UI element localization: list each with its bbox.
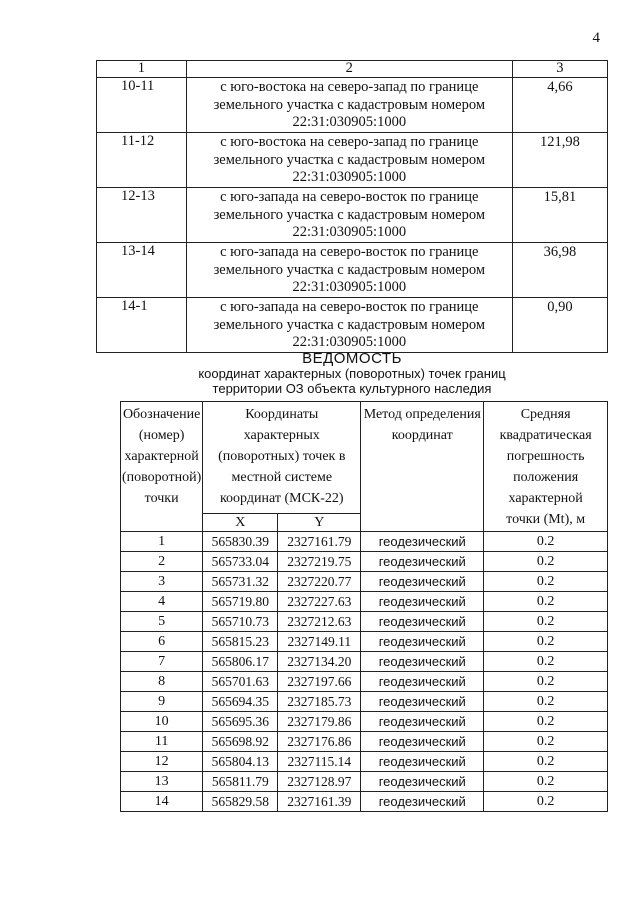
header-text: (поворотных) точек в [218,449,346,464]
description-line: 22:31:030905:1000 [292,169,407,185]
table-row [97,188,608,243]
statement-subtitle-line1: координат характерных (поворотных) точек границ [198,366,506,381]
segment-label: 12-13 [97,188,187,243]
page-number: 4 [592,30,600,46]
coord-y: 2327197.66 [278,672,361,692]
method: геодезический [361,712,484,732]
header-text: характерной [508,491,583,506]
description-line: 22:31:030905:1000 [292,279,407,295]
header-y: Y [278,514,361,532]
coord-y: 2327134.20 [278,652,361,672]
description-line: с юго-востока на северо-запад по границе [220,134,479,150]
coord-y: 2327179.86 [278,712,361,732]
segment-description [186,133,512,188]
header-coordinates [203,402,361,514]
coord-x: 565698.92 [203,732,278,752]
point-number: 1 [121,532,203,552]
table-row [121,632,608,652]
description-line: с юго-запада на северо-восток по границе [220,299,479,315]
accuracy: 0.2 [484,612,608,632]
table-row [121,772,608,792]
method: геодезический [361,672,484,692]
header-text: координат [391,428,453,443]
coord-y: 2327161.39 [278,792,361,812]
coord-x: 565731.32 [203,572,278,592]
description-line: земельного участка с кадастровым номером [213,316,486,333]
accuracy: 0.2 [484,572,608,592]
coord-y: 2327128.97 [278,772,361,792]
method: геодезический [361,532,484,552]
accuracy: 0.2 [484,552,608,572]
segment-label: 11-12 [97,133,187,188]
header-text: положения [513,470,579,485]
table-row [121,572,608,592]
table-header-row [97,61,608,78]
description-line: 22:31:030905:1000 [292,334,407,350]
header-text: точки (Mt), м [506,512,586,527]
coord-y: 2327219.75 [278,552,361,572]
coord-y: 2327212.63 [278,612,361,632]
statement-title: ВЕДОМОСТЬ [302,350,402,367]
header-text: квадратическая [499,428,592,443]
header-text: характерных [243,428,320,443]
accuracy: 0.2 [484,532,608,552]
coord-x: 565815.23 [203,632,278,652]
coord-x: 565811.79 [203,772,278,792]
method: геодезический [361,592,484,612]
point-number: 2 [121,552,203,572]
description-line: земельного участка с кадастровым номером [213,261,486,278]
table-header-row [121,402,608,514]
header-point-designation [121,402,203,532]
header-text: точки [144,491,179,506]
method: геодезический [361,652,484,672]
description-line: земельного участка с кадастровым номером [213,206,486,223]
header-method [361,402,484,532]
table-row [121,712,608,732]
coord-y: 2327149.11 [278,632,361,652]
table-row [121,592,608,612]
accuracy: 0.2 [484,732,608,752]
description-line: земельного участка с кадастровым номером [213,96,486,113]
column-header-1: 1 [97,61,187,78]
header-text: погрешность [506,449,585,464]
segment-description [186,298,512,353]
coord-x: 565694.35 [203,692,278,712]
coord-x: 565695.36 [203,712,278,732]
segment-description [186,188,512,243]
segment-label: 10-11 [97,78,187,133]
description-line: земельного участка с кадастровым номером [213,151,486,168]
coord-y: 2327115.14 [278,752,361,772]
point-number: 12 [121,752,203,772]
coord-x: 565830.39 [203,532,278,552]
point-number: 4 [121,592,203,612]
header-text: Координаты [245,407,319,422]
description-line: 22:31:030905:1000 [292,114,407,130]
method: геодезический [361,732,484,752]
coord-y: 2327176.86 [278,732,361,752]
point-number: 6 [121,632,203,652]
segment-label: 14-1 [97,298,187,353]
description-line: с юго-запада на северо-восток по границе [220,189,479,205]
coord-x: 565701.63 [203,672,278,692]
table-row [121,732,608,752]
coord-x: 565719.80 [203,592,278,612]
coord-y: 2327227.63 [278,592,361,612]
accuracy: 0.2 [484,712,608,732]
segment-length: 0,90 [512,298,607,353]
segment-label: 13-14 [97,243,187,298]
table-row [97,243,608,298]
header-text: координат (МСК-22) [219,491,344,506]
point-number: 3 [121,572,203,592]
point-number: 11 [121,732,203,752]
accuracy: 0.2 [484,752,608,772]
table-row [121,752,608,772]
point-number: 10 [121,712,203,732]
header-accuracy [484,402,608,532]
coord-x: 565710.73 [203,612,278,632]
accuracy: 0.2 [484,672,608,692]
header-text: Обозначение [122,407,201,422]
statement-subtitle-line2: территории ОЗ объекта культурного наследия [212,381,492,396]
header-text: местной системе [231,470,333,485]
table-row [97,78,608,133]
coord-x: 565806.17 [203,652,278,672]
header-text: характерной [124,449,199,464]
header-text: Средняя [520,407,571,422]
method: геодезический [361,632,484,652]
segment-length: 36,98 [512,243,607,298]
table-row [121,652,608,672]
coord-y: 2327220.77 [278,572,361,592]
segment-length: 4,66 [512,78,607,133]
method: геодезический [361,772,484,792]
table-row [97,298,608,353]
point-number: 13 [121,772,203,792]
segment-description [186,78,512,133]
boundary-segments-table [96,60,608,353]
accuracy: 0.2 [484,592,608,612]
table-row [121,792,608,812]
point-number: 5 [121,612,203,632]
header-text: (поворотной) [122,470,202,485]
table-row [121,532,608,552]
coord-y: 2327185.73 [278,692,361,712]
table-row [121,552,608,572]
method: геодезический [361,552,484,572]
table-row [121,612,608,632]
point-number: 14 [121,792,203,812]
method: геодезический [361,752,484,772]
point-number: 7 [121,652,203,672]
segment-length: 15,81 [512,188,607,243]
method: геодезический [361,792,484,812]
coord-x: 565733.04 [203,552,278,572]
table-row [121,672,608,692]
coord-x: 565829.58 [203,792,278,812]
segment-description [186,243,512,298]
point-number: 8 [121,672,203,692]
column-header-2: 2 [186,61,512,78]
method: геодезический [361,612,484,632]
accuracy: 0.2 [484,652,608,672]
header-text: Метод определения [363,407,481,422]
method: геодезический [361,692,484,712]
header-x: X [203,514,278,532]
description-line: 22:31:030905:1000 [292,224,407,240]
method: геодезический [361,572,484,592]
segment-length: 121,98 [512,133,607,188]
accuracy: 0.2 [484,692,608,712]
description-line: с юго-запада на северо-восток по границе [220,244,479,260]
accuracy: 0.2 [484,772,608,792]
description-line: с юго-востока на северо-запад по границе [220,79,479,95]
coord-x: 565804.13 [203,752,278,772]
point-number: 9 [121,692,203,712]
header-text: (номер) [138,428,185,443]
coord-y: 2327161.79 [278,532,361,552]
table-row [97,133,608,188]
table-row [121,692,608,712]
accuracy: 0.2 [484,792,608,812]
coordinates-table [120,401,608,812]
accuracy: 0.2 [484,632,608,652]
column-header-3: 3 [512,61,607,78]
